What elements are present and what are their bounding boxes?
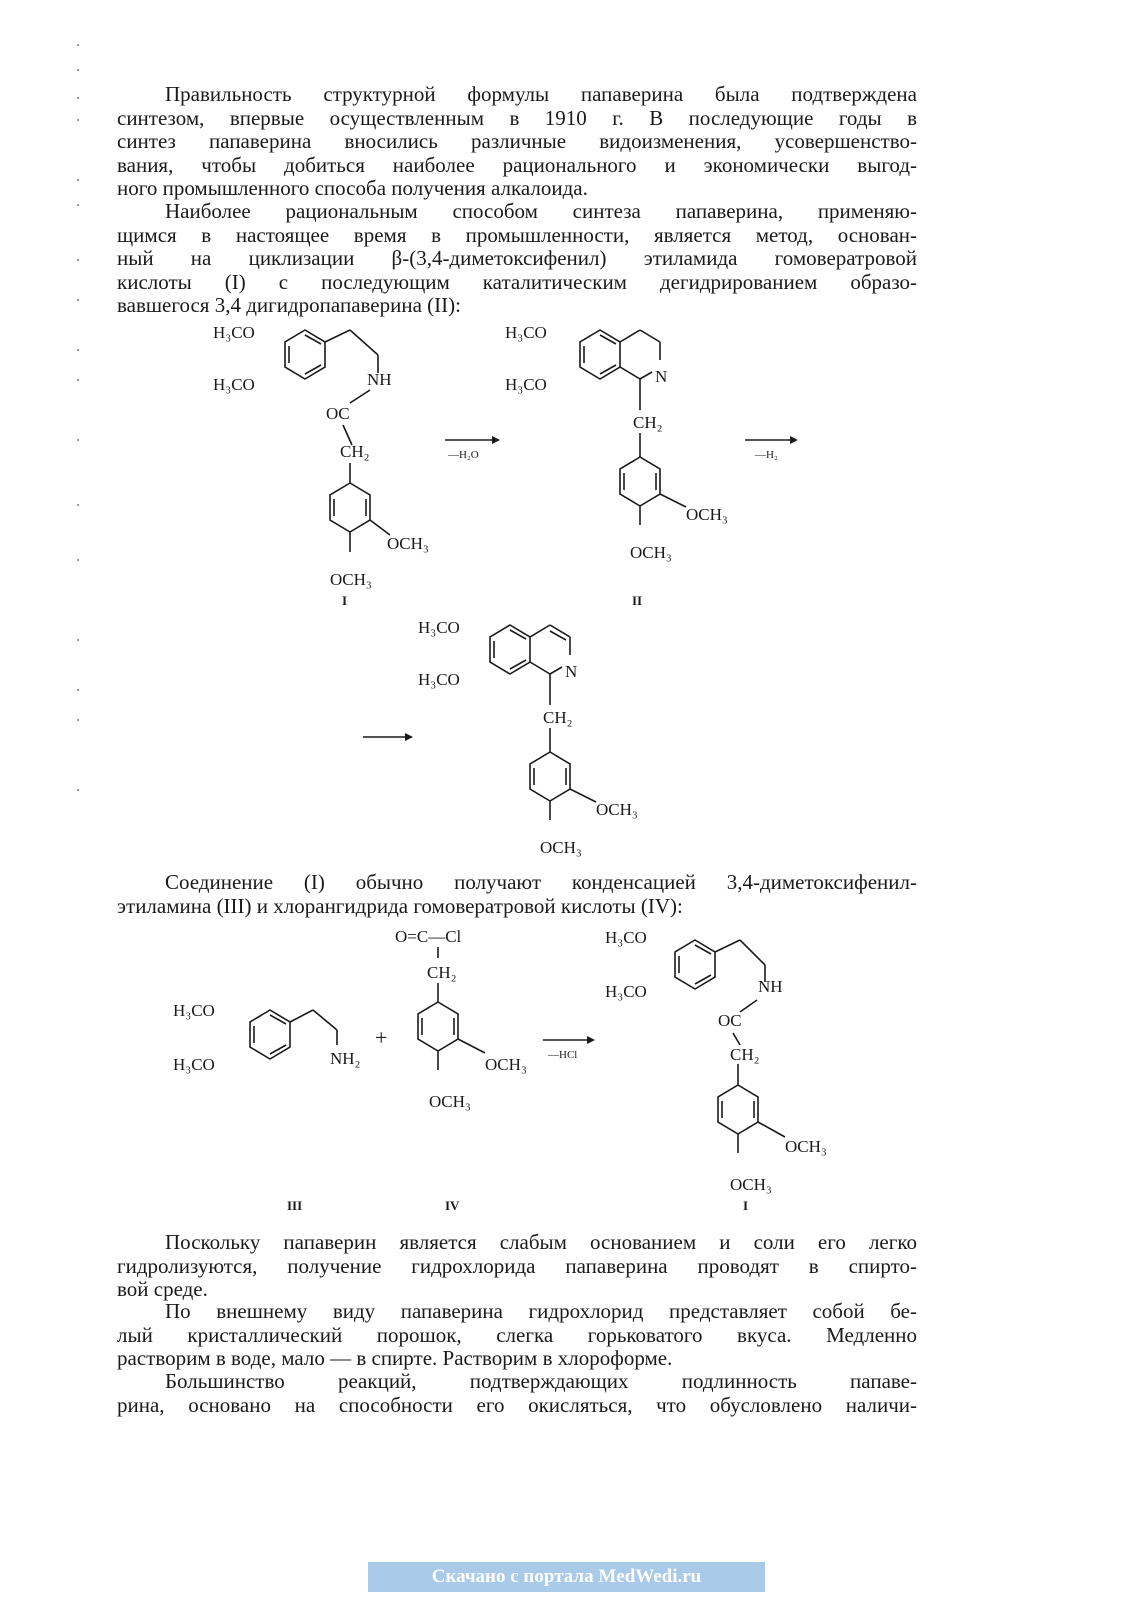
compound-label: II — [632, 593, 643, 608]
methoxy-label: OCH₃ — [596, 800, 638, 819]
methoxy-label: OCH₃ — [785, 1137, 827, 1156]
methoxy-label: OCH₃ — [686, 505, 728, 524]
compound-i-structure — [213, 323, 429, 608]
text-line: Наиболее рациональным способом синтеза папаверина, применяю- — [165, 199, 917, 223]
compound-label: IV — [445, 1198, 460, 1213]
carbonyl-label: OC — [718, 1011, 742, 1030]
papaverine-structure — [418, 618, 638, 857]
methoxy-label: H₃CO — [173, 1001, 215, 1020]
methylene-label: CH₂ — [543, 708, 573, 727]
methoxy-label: OCH₃ — [485, 1055, 527, 1074]
methylene-label: CH₂ — [340, 442, 370, 461]
text-line: вой среде. — [117, 1277, 208, 1301]
paragraph-appearance — [117, 1300, 917, 1371]
reaction-arrow — [363, 733, 413, 741]
reaction-arrow — [745, 436, 798, 461]
compound-iv-structure — [395, 927, 527, 1213]
methylene-label: CH₂ — [633, 413, 663, 432]
methylene-label: CH₂ — [427, 963, 457, 982]
text-line: вания, чтобы добиться наиболее рационального и экономически выгод- — [117, 152, 917, 177]
methoxy-label: H₃CO — [505, 375, 547, 394]
text-line: Поскольку папаверин является слабым основанием и соли его легко — [165, 1230, 917, 1254]
text-line: щимся в настоящее время в промышленности, является метод, основан- — [117, 222, 917, 247]
methoxy-label: OCH₃ — [730, 1175, 772, 1194]
reaction-arrow — [543, 1036, 595, 1061]
compound-label: I — [342, 593, 348, 608]
text-line: синтез папаверина вносились различные видоизменения, усовершенство- — [117, 129, 917, 153]
methoxy-label: H₃CO — [213, 323, 255, 342]
methoxy-label: OCH₃ — [330, 570, 372, 589]
amide-nh-label: NH — [758, 977, 783, 996]
compound-i-product-structure — [605, 928, 827, 1213]
download-watermark: Скачано с портала MedWedi.ru — [368, 1562, 765, 1592]
paragraph-hydrochloride-preparation — [117, 1231, 917, 1302]
arrow-condition: —H₂ — [755, 449, 778, 461]
carbonyl-label: OC — [326, 404, 350, 423]
text-line: Правильность структурной формулы папаверина была подтверждена — [165, 82, 917, 106]
text-line: рина, основано на способности его окисляться, что обусловлено наличи- — [117, 1392, 917, 1417]
compound-ii-structure — [505, 323, 728, 608]
methoxy-label: OCH₃ — [387, 534, 429, 553]
methoxy-label: OCH₃ — [429, 1092, 471, 1111]
text-line: ного промышленного способа получения алкалоида. — [117, 176, 588, 200]
plus-sign: + — [375, 1025, 388, 1050]
text-line: По внешнему виду папаверина гидрохлорид представляет собой бе- — [165, 1299, 917, 1323]
methoxy-label: H₃CO — [505, 323, 547, 342]
methoxy-label: H₃CO — [418, 618, 460, 637]
paragraph-synthesis-history — [117, 83, 917, 201]
text-line: растворим в воде, мало — в спирте. Растворим в хлороформе. — [117, 1346, 673, 1370]
reaction-scheme-cyclization — [200, 315, 840, 875]
paragraph-authenticity-reactions — [117, 1370, 917, 1417]
methoxy-label: H₃CO — [605, 982, 647, 1001]
compound-label: I — [743, 1198, 749, 1213]
methoxy-label: OCH₃ — [630, 543, 672, 562]
text-line: этиламина (III) и хлорангидрида гомовератровой кислоты (IV): — [117, 893, 683, 918]
amide-nh-label: NH — [367, 370, 392, 389]
paragraph-compound-i-preparation — [117, 871, 917, 918]
arrow-condition: —HCl — [548, 1049, 578, 1061]
text-line: ный на циклизации β-(3,4-диметоксифенил) этиламида гомовератровой — [117, 246, 917, 270]
nitrogen-label: N — [565, 662, 578, 681]
acyl-chloride-label: O=C—Cl — [395, 927, 462, 946]
text-line: лый кристаллический порошок, слегка горьковатого вкуса. Медленно — [117, 1322, 917, 1347]
text-line: Большинство реакций, подтверждающих подлинность папаве- — [165, 1369, 917, 1393]
paragraph-industrial-method — [117, 200, 917, 318]
methoxy-label: OCH₃ — [540, 838, 582, 857]
text-line: кислоты (I) с последующим каталитическим дегидрированием образо- — [117, 269, 917, 294]
compound-iii-structure — [173, 1001, 360, 1213]
arrow-condition: —H₂O — [448, 449, 479, 461]
scan-margin-marks — [72, 0, 88, 900]
reaction-arrow — [445, 436, 500, 461]
methoxy-label: H₃CO — [213, 375, 255, 394]
text-line: синтезом, впервые осуществленным в 1910 г. В последующие годы в — [117, 105, 917, 130]
amine-label: NH₂ — [330, 1049, 361, 1068]
nitrogen-label: N — [655, 367, 668, 386]
methylene-label: CH₂ — [730, 1045, 760, 1064]
methoxy-label: H₃CO — [418, 670, 460, 689]
methoxy-label: H₃CO — [173, 1055, 215, 1074]
text-line: вавшегося 3,4 дигидропапаверина (II): — [117, 293, 461, 317]
text-line: гидролизуются, получение гидрохлорида папаверина проводят в спирто- — [117, 1253, 917, 1278]
text-line: Соединение (I) обычно получают конденсацией 3,4-диметоксифенил- — [165, 870, 917, 894]
compound-label: III — [287, 1198, 303, 1213]
methoxy-label: H₃CO — [605, 928, 647, 947]
reaction-scheme-condensation — [165, 920, 865, 1220]
